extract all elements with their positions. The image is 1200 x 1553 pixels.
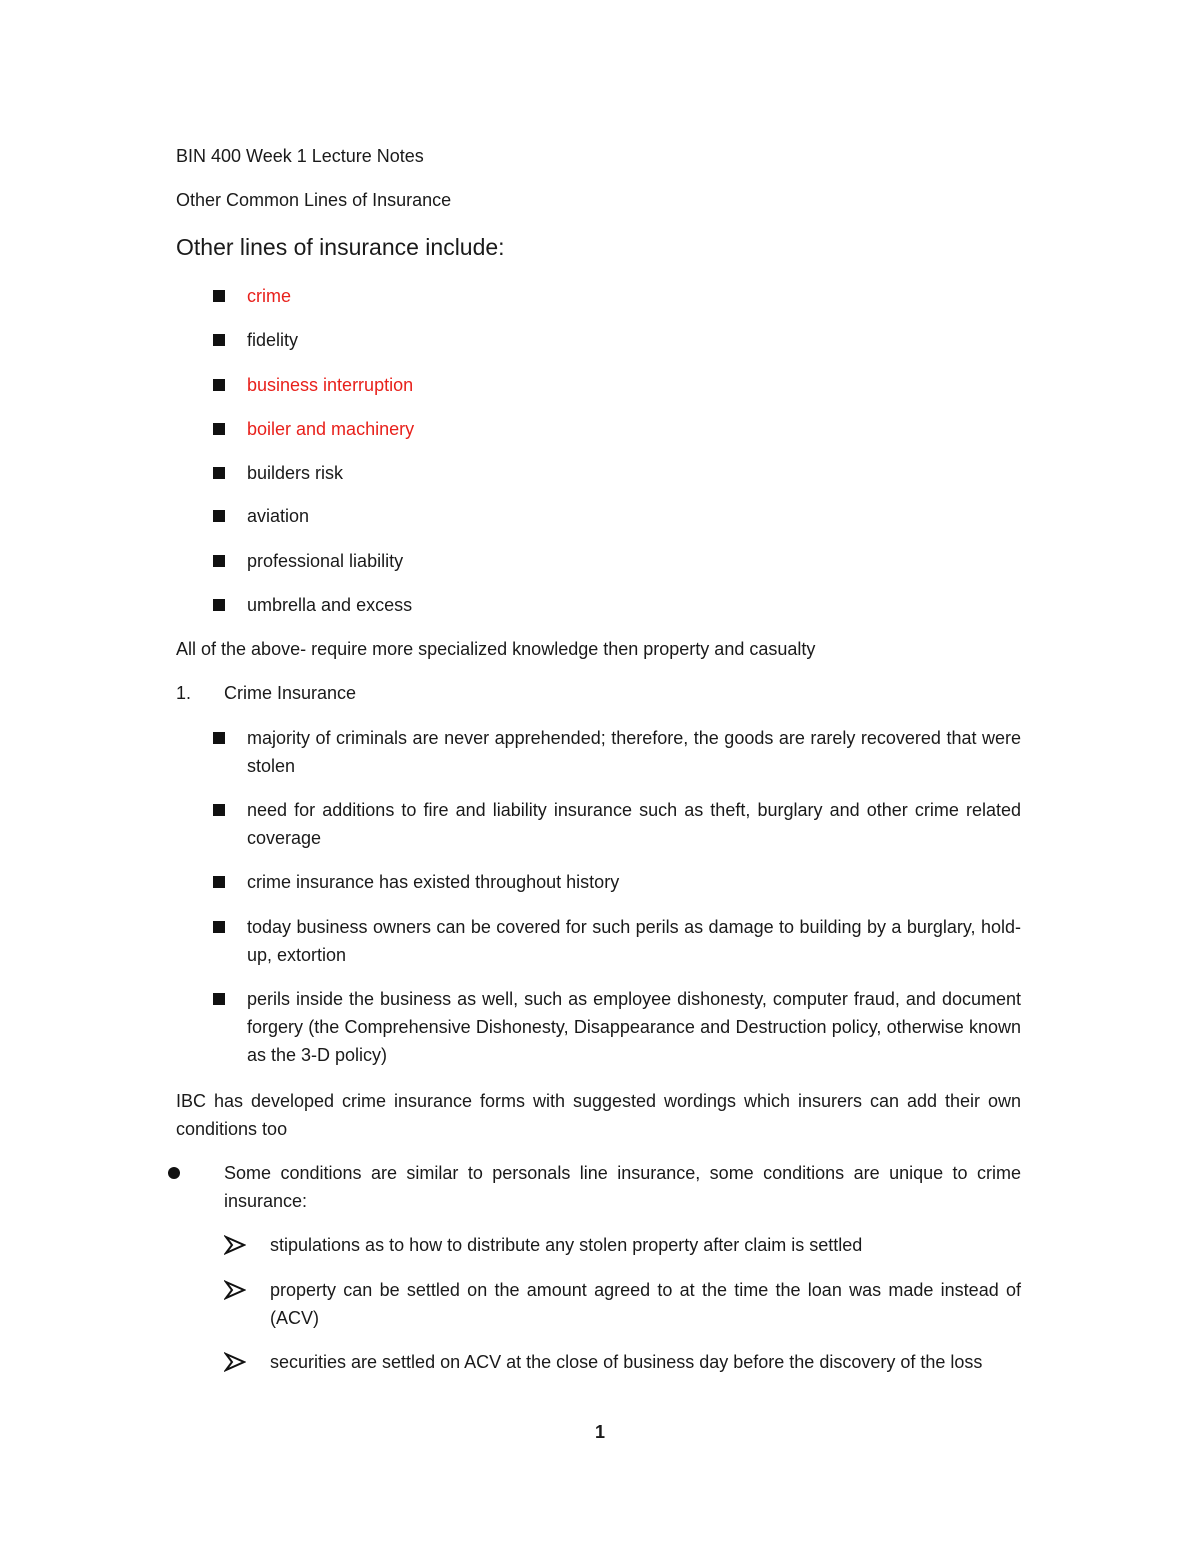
arrowhead-bullet-icon [224,1351,246,1373]
condition-item [224,1276,1021,1332]
ibc-note: IBC has developed crime insurance forms with suggested wordings which insurers can add their own conditions too [176,1091,1021,1139]
square-bullet-icon [213,804,225,816]
list-item [213,415,414,443]
square-bullet-icon [213,921,225,933]
list-item [213,796,1021,852]
list-item [213,868,1021,896]
conditions-intro-item [168,1159,1021,1215]
list-item-label: boiler and machinery [247,419,415,439]
square-bullet-icon [213,290,225,302]
condition-item [224,1348,1021,1376]
list-number: 1. [176,683,192,703]
list-item [213,282,291,310]
course-title: BIN 400 Week 1 Lecture Notes [176,146,424,166]
list-item [213,724,1021,780]
list-item-label: professional liability [247,551,404,571]
square-bullet-icon [213,379,225,391]
section-heading: Other lines of insurance include: [176,234,505,260]
list-item [213,326,298,354]
square-bullet-icon [213,555,225,567]
round-bullet-icon [168,1167,180,1179]
list-item [213,591,412,619]
list-item-label: umbrella and excess [247,595,413,615]
crime-point: perils inside the business as well, such as employee dishonesty, computer fraud, and document forgery (the Comprehensive Dishonesty, Disappearance and Destruction policy, otherwise known as the 3-D policy) [247,989,1021,1065]
arrowhead-bullet-icon [224,1279,246,1301]
crime-point: need for additions to fire and liability insurance such as theft, burglary and other crime related coverage [247,800,1021,848]
list-item [213,913,1021,969]
square-bullet-icon [213,510,225,522]
square-bullet-icon [213,334,225,346]
list-item [213,547,403,575]
page-number: 1 [594,1422,605,1442]
condition-item [224,1231,1021,1259]
condition-text: property can be settled on the amount agreed to at the time the loan was made instead of (ACV) [270,1280,1021,1328]
list-item-label: business interruption [247,375,414,395]
square-bullet-icon [213,423,225,435]
list-item [213,459,343,487]
arrowhead-bullet-icon [224,1234,246,1256]
square-bullet-icon [213,599,225,611]
summary-note: All of the above- require more specialized knowledge then property and casualty [176,639,816,659]
crime-point: today business owners can be covered for such perils as damage to building by a burglary, hold-up, extortion [247,917,1021,965]
numbered-heading [176,679,356,707]
square-bullet-icon [213,993,225,1005]
square-bullet-icon [213,467,225,479]
document-subtitle: Other Common Lines of Insurance [176,190,452,210]
list-item [213,371,413,399]
list-item-label: builders risk [247,463,344,483]
condition-text: stipulations as to how to distribute any stolen property after claim is settled [270,1235,863,1255]
list-item [213,985,1021,1069]
list-item [213,502,309,530]
crime-section-title: Crime Insurance [224,683,357,703]
list-item-label: fidelity [247,330,299,350]
conditions-intro: Some conditions are similar to personals line insurance, some conditions are unique to crime insurance: [224,1163,1021,1211]
square-bullet-icon [213,732,225,744]
crime-point: crime insurance has existed throughout history [247,872,620,892]
crime-point: majority of criminals are never apprehended; therefore, the goods are rarely recovered that were stolen [247,728,1021,776]
list-item-label: crime [247,286,291,306]
condition-text: securities are settled on ACV at the close of business day before the discovery of the loss [270,1352,983,1372]
square-bullet-icon [213,876,225,888]
list-item-label: aviation [247,506,310,526]
